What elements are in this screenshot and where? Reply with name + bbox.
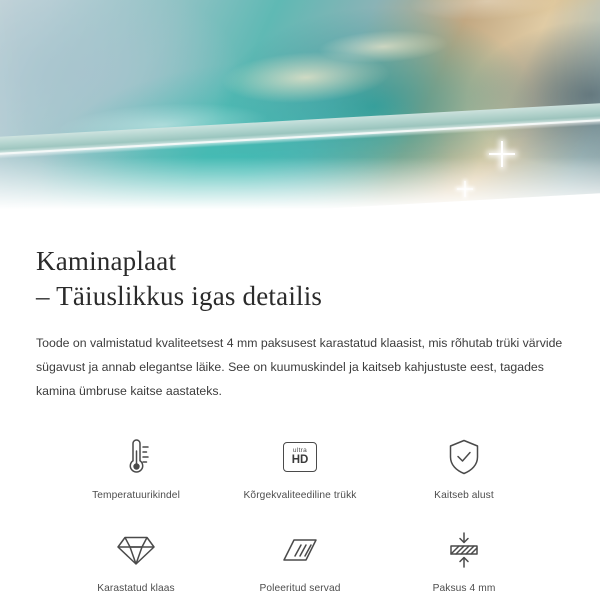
title-line-1: Kaminaplaat [36,246,177,276]
feature-protects-surface [382,434,546,501]
polished-edges-icon [277,527,323,573]
title-line-2: – Täiuslikkus igas detailis [36,281,323,312]
feature-polished-edges [218,527,382,594]
hero-image [0,0,600,218]
ultra-hd-badge-bottom: HD [291,454,309,467]
page-title [36,244,564,314]
shield-check-icon [441,434,487,480]
ultra-hd-badge-top: ultra [292,446,308,454]
thermometer-icon [113,434,159,480]
feature-label: Temperatuurikindel [92,490,180,502]
feature-label: Kaitseb alust [434,490,494,502]
product-description: Toode on valmistatud kvaliteetsest 4 mm paksusest karastatud klaasist, mis rõhutab trüki värvide sügavust ja annab elegantse läike. See on kuumuskindel ja kaitseb kahjustuste eest, tagades kamina ümbruse kaitse aastateks. [36,336,563,399]
feature-grid [36,434,564,594]
thickness-icon [441,527,487,573]
feature-label: Paksus 4 mm [432,583,496,595]
ultra-hd-icon [277,434,323,480]
diamond-icon [113,527,159,573]
content-area [0,218,600,594]
feature-temperature-resistant [54,434,218,501]
feature-label: Karastatud klaas [97,583,175,595]
feature-label: Kõrgekvaliteediline trükk [243,490,357,502]
feature-high-quality-print [218,434,382,501]
feature-tempered-glass [54,527,218,594]
feature-label: Poleeritud servad [259,583,341,595]
feature-thickness [382,527,546,594]
